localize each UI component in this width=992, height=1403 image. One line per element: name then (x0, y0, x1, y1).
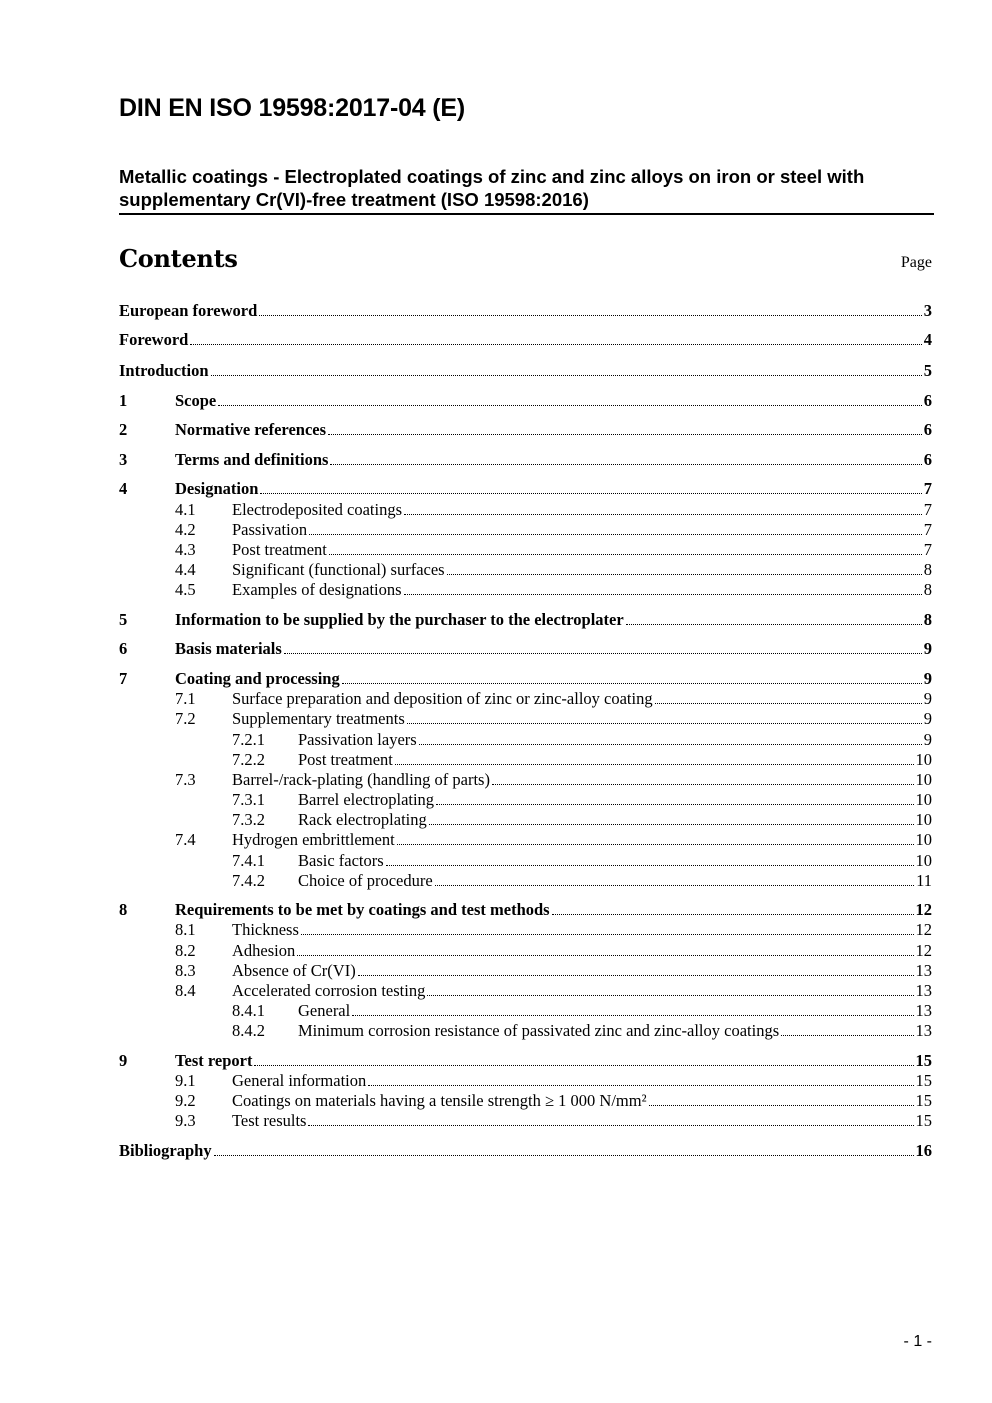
toc-entry[interactable] (119, 301, 932, 321)
toc-entry[interactable] (119, 1141, 932, 1161)
toc-entry-page: 9 (923, 669, 932, 688)
toc-entry-number: 8 (119, 900, 128, 919)
toc-entry-number: 1 (119, 391, 128, 410)
toc-entry-number: 7.3 (175, 770, 196, 789)
toc-dot-leader (626, 623, 922, 625)
toc-entry-number: 7.2.1 (232, 730, 265, 749)
toc-dot-leader (447, 573, 922, 575)
toc-entry-page: 15 (915, 1051, 932, 1070)
toc-dot-leader (297, 954, 913, 956)
toc-entry-number: 9 (119, 1051, 128, 1070)
toc-entry-title: Normative references (175, 420, 327, 439)
toc-entry-page: 12 (915, 920, 932, 939)
toc-entry-page: 16 (915, 1141, 932, 1160)
toc-entry-title: Coating and processing (175, 669, 340, 688)
toc-dot-leader (655, 702, 922, 704)
document-id: DIN EN ISO 19598:2017-04 (E) (119, 94, 465, 122)
toc-entry-number: 7.3.1 (232, 790, 265, 809)
toc-dot-leader (309, 533, 922, 535)
toc-entry[interactable] (119, 540, 932, 560)
toc-entry[interactable] (119, 830, 932, 850)
toc-dot-leader (649, 1104, 914, 1106)
document-title: Metallic coatings - Electroplated coatings of zinc and zinc alloys on iron or steel with supplementary Cr(VI)-free treatment (ISO 19598:2016) (119, 165, 934, 215)
toc-entry-number: 7.2.2 (232, 750, 265, 769)
toc-dot-leader (552, 913, 914, 915)
toc-dot-leader (214, 1154, 914, 1156)
toc-entry-title: Terms and definitions (175, 450, 329, 469)
toc-entry-number: 4 (119, 479, 128, 498)
toc-entry-page: 10 (915, 770, 932, 789)
toc-entry-title: Test report (175, 1051, 253, 1070)
toc-entry-page: 9 (923, 639, 932, 658)
toc-entry-number: 7.4.1 (232, 851, 265, 870)
toc-entry-page: 9 (923, 709, 932, 728)
toc-entry-number: 4.2 (175, 520, 196, 539)
toc-dot-leader (368, 1084, 913, 1086)
toc-entry-number: 7.3.2 (232, 810, 265, 829)
toc-entry-page: 8 (923, 580, 932, 599)
toc-entry[interactable] (119, 770, 932, 790)
toc-entry-title: Surface preparation and deposition of zinc or zinc-alloy coating (232, 689, 653, 708)
toc-entry-number: 9.3 (175, 1111, 196, 1130)
toc-entry[interactable] (119, 450, 932, 470)
toc-dot-leader (492, 783, 914, 785)
toc-entry-title: Examples of designations (232, 580, 402, 599)
toc-entry-number: 7.4 (175, 830, 196, 849)
toc-entry-number: 8.1 (175, 920, 196, 939)
toc-entry[interactable] (119, 750, 932, 770)
toc-entry-title: Coatings on materials having a tensile strength ≥ 1 000 N/mm² (232, 1091, 647, 1110)
toc-entry-title: Scope (175, 391, 217, 410)
toc-entry-page: 13 (915, 961, 932, 980)
toc-entry-page: 7 (923, 540, 932, 559)
toc-entry-number: 8.4 (175, 981, 196, 1000)
toc-dot-leader (429, 823, 914, 825)
toc-entry-number: 8.3 (175, 961, 196, 980)
toc-entry-title: General (298, 1001, 351, 1020)
toc-dot-leader (427, 994, 913, 996)
toc-dot-leader (404, 513, 922, 515)
toc-entry-page: 12 (915, 900, 932, 919)
toc-entry[interactable] (119, 871, 932, 891)
toc-entry-page: 5 (923, 361, 932, 380)
toc-dot-leader (397, 843, 914, 845)
toc-entry-title: Test results (232, 1111, 307, 1130)
toc-entry[interactable] (119, 639, 932, 659)
toc-entry-title: Post treatment (232, 540, 327, 559)
toc-entry-page: 13 (915, 981, 932, 1000)
toc-entry-number: 8.4.1 (232, 1001, 265, 1020)
toc-entry[interactable] (119, 790, 932, 810)
toc-entry-page: 12 (915, 941, 932, 960)
toc-entry[interactable] (119, 479, 932, 499)
toc-entry-number: 6 (119, 639, 128, 658)
toc-entry-title: Accelerated corrosion testing (232, 981, 426, 1000)
toc-entry-page: 7 (923, 479, 932, 498)
toc-dot-leader (435, 884, 914, 886)
toc-entry[interactable] (119, 560, 932, 580)
toc-entry-number: 7.4.2 (232, 871, 265, 890)
toc-entry-page: 8 (923, 610, 932, 629)
toc-entry-title: Supplementary treatments (232, 709, 405, 728)
toc-entry[interactable] (119, 1021, 932, 1041)
toc-entry-page: 13 (915, 1021, 932, 1040)
toc-entry[interactable] (119, 580, 932, 600)
toc-entry-page: 10 (915, 810, 932, 829)
toc-entry-title: Thickness (232, 920, 299, 939)
toc-entry[interactable] (119, 730, 932, 750)
toc-entry[interactable] (119, 391, 932, 411)
toc-entry-title: Information to be supplied by the purchaser to the electroplater (175, 610, 624, 629)
toc-entry-title: Introduction (119, 361, 209, 380)
toc-entry-title: Passivation (232, 520, 308, 539)
toc-entry[interactable] (119, 709, 932, 729)
toc-entry-page: 10 (915, 851, 932, 870)
toc-dot-leader (352, 1014, 913, 1016)
toc-entry[interactable] (119, 1071, 932, 1091)
toc-dot-leader (211, 374, 922, 376)
toc-dot-leader (308, 1124, 913, 1126)
toc-entry-page: 6 (923, 420, 932, 439)
toc-entry-number: 4.1 (175, 500, 196, 519)
toc-entry-title: Foreword (119, 330, 189, 349)
toc-entry-title: Barrel electroplating (298, 790, 435, 809)
toc-entry-title: Basic factors (298, 851, 384, 870)
toc-entry[interactable] (119, 1091, 932, 1111)
toc-dot-leader (218, 404, 922, 406)
toc-entry-page: 4 (923, 330, 932, 349)
page-column-label: Page (900, 254, 932, 271)
toc-entry-page: 11 (916, 871, 932, 890)
toc-entry-number: 7 (119, 669, 128, 688)
toc-entry-title: Requirements to be met by coatings and test methods (175, 900, 550, 919)
toc-entry-title: Barrel-/rack-plating (handling of parts) (232, 770, 490, 789)
toc-entry-page: 9 (923, 689, 932, 708)
toc-dot-leader (329, 553, 922, 555)
toc-entry-title: Basis materials (175, 639, 282, 658)
toc-dot-leader (404, 593, 922, 595)
toc-entry-title: Electrodeposited coatings (232, 500, 402, 519)
toc-entry[interactable] (119, 689, 932, 709)
toc-entry[interactable] (119, 851, 932, 871)
toc-entry-number: 4.5 (175, 580, 196, 599)
toc-entry-page: 10 (915, 790, 932, 809)
toc-entry-number: 3 (119, 450, 128, 469)
toc-entry-page: 8 (923, 560, 932, 579)
toc-dot-leader (330, 463, 921, 465)
toc-entry[interactable] (119, 941, 932, 961)
toc-entry-page: 10 (915, 830, 932, 849)
toc-entry-number: 2 (119, 420, 128, 439)
toc-entry[interactable] (119, 1001, 932, 1021)
toc-entry[interactable] (119, 920, 932, 940)
toc-entry-title: European foreword (119, 301, 258, 320)
toc-dot-leader (407, 722, 922, 724)
toc-entry-number: 4.3 (175, 540, 196, 559)
toc-entry-title: Post treatment (298, 750, 393, 769)
toc-entry-title: Rack electroplating (298, 810, 427, 829)
toc-entry-page: 7 (923, 520, 932, 539)
toc-entry-page: 15 (915, 1091, 932, 1110)
toc-entry-title: Minimum corrosion resistance of passivated zinc and zinc-alloy coatings (298, 1021, 780, 1040)
toc-entry-page: 13 (915, 1001, 932, 1020)
toc-dot-leader (395, 763, 914, 765)
toc-dot-leader (259, 314, 921, 316)
toc-entry-title: Adhesion (232, 941, 296, 960)
toc-entry-title: Hydrogen embrittlement (232, 830, 395, 849)
footer-page-number: - 1 - (903, 1333, 932, 1350)
toc-entry[interactable] (119, 500, 932, 520)
toc-entry[interactable] (119, 1051, 932, 1071)
toc-entry-title: Choice of procedure (298, 871, 433, 890)
toc-entry-number: 5 (119, 610, 128, 629)
toc-dot-leader (419, 743, 922, 745)
toc-entry-title: Bibliography (119, 1141, 212, 1160)
toc-entry[interactable] (119, 361, 932, 381)
toc-dot-leader (386, 864, 914, 866)
toc-entry-title: General information (232, 1071, 367, 1090)
contents-heading: Contents (119, 244, 238, 273)
toc-dot-leader (254, 1064, 913, 1066)
toc-entry-number: 4.4 (175, 560, 196, 579)
toc-entry[interactable] (119, 420, 932, 440)
toc-entry-page: 15 (915, 1071, 932, 1090)
toc-entry-page: 3 (923, 301, 932, 320)
toc-dot-leader (260, 492, 921, 494)
toc-entry[interactable] (119, 900, 932, 920)
toc-entry-page: 6 (923, 391, 932, 410)
toc-entry-number: 8.2 (175, 941, 196, 960)
toc-entry[interactable] (119, 610, 932, 630)
toc-entry-number: 7.2 (175, 709, 196, 728)
toc-dot-leader (301, 933, 914, 935)
toc-entry-number: 9.1 (175, 1071, 196, 1090)
toc-entry[interactable] (119, 981, 932, 1001)
toc-entry[interactable] (119, 330, 932, 350)
toc-entry-title: Passivation layers (298, 730, 417, 749)
toc-entry-title: Absence of Cr(VI) (232, 961, 356, 980)
toc-entry-number: 8.4.2 (232, 1021, 265, 1040)
toc-entry[interactable] (119, 520, 932, 540)
toc-dot-leader (328, 433, 922, 435)
toc-dot-leader (342, 682, 922, 684)
toc-entry-number: 7.1 (175, 689, 196, 708)
toc-dot-leader (284, 652, 922, 654)
toc-entry[interactable] (119, 1111, 932, 1131)
toc-entry-title: Significant (functional) surfaces (232, 560, 445, 579)
toc-dot-leader (781, 1034, 913, 1036)
toc-dot-leader (436, 803, 913, 805)
toc-entry-page: 6 (923, 450, 932, 469)
toc-entry[interactable] (119, 810, 932, 830)
toc-dot-leader (190, 343, 921, 345)
toc-entry-number: 9.2 (175, 1091, 196, 1110)
toc-entry-page: 10 (915, 750, 932, 769)
toc-dot-leader (358, 974, 914, 976)
toc-entry[interactable] (119, 669, 932, 689)
toc-entry-page: 15 (915, 1111, 932, 1130)
toc-entry-page: 9 (923, 730, 932, 749)
toc-entry-title: Designation (175, 479, 259, 498)
toc-entry-page: 7 (923, 500, 932, 519)
toc-entry[interactable] (119, 961, 932, 981)
